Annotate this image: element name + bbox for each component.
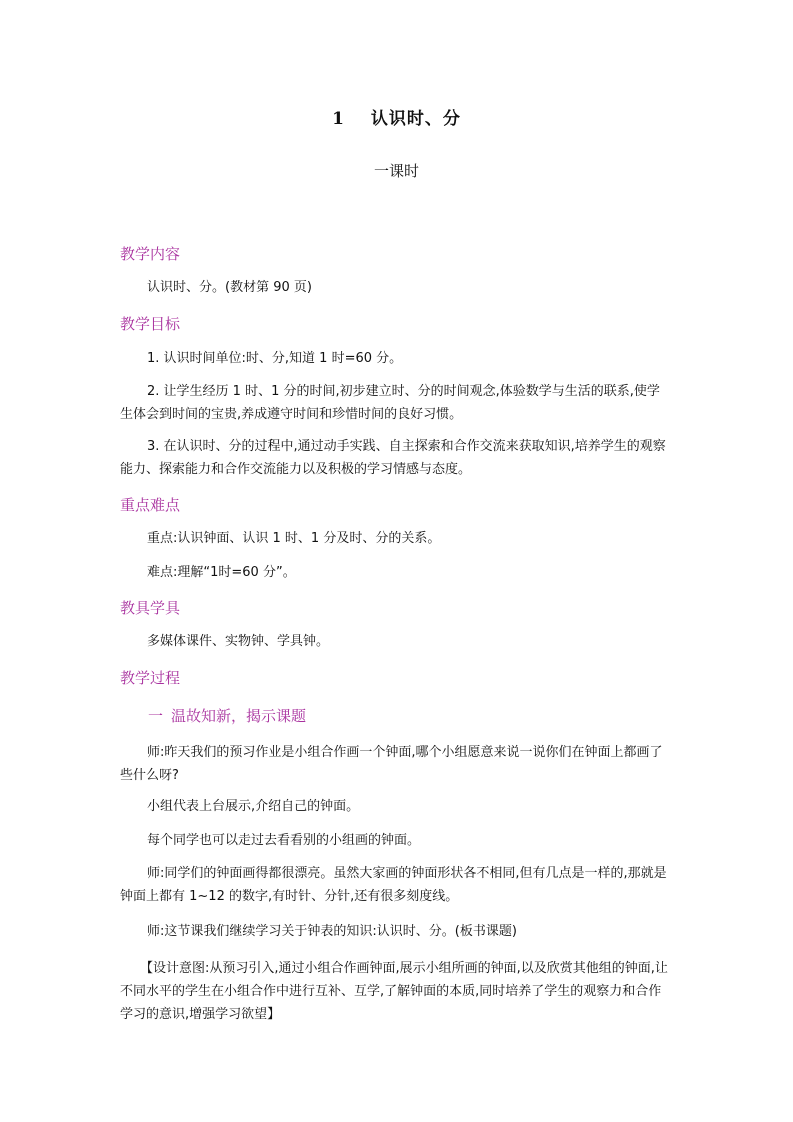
heading-key-points: 重点难点 — [120, 496, 181, 514]
process-paragraph: 每个同学也可以走过去看看别的小组画的钟面。 — [147, 833, 421, 848]
teaching-tools-text: 多媒体课件、实物钟、学具钟。 — [147, 634, 330, 649]
process-paragraph: 小组代表上台展示,介绍自己的钟面。 — [147, 799, 360, 814]
process-step-heading — [148, 705, 306, 726]
heading-teaching-tools: 教具学具 — [120, 599, 181, 617]
goal-item-3: 3. 在认识时、分的过程中,通过动手实践、自主探索和合作交流来获取知识,培养学生的观察能力、探索能力和合作交流能力以及积极的学习情感与态度。 — [120, 439, 666, 477]
lesson-subtitle: 一课时 — [373, 162, 419, 180]
process-paragraph: 师:同学们的钟面画得都很漂亮。虽然大家画的钟面形状各不相同,但有几点是一样的,那就是钟面上都有 1~12 的数字,有时针、分针,还有很多刻度线。 — [120, 866, 667, 904]
heading-teaching-content: 教学内容 — [120, 245, 181, 263]
goal-item-1: 1. 认识时间单位:时、分,知道 1 时=60 分。 — [147, 351, 403, 366]
heading-teaching-goals: 教学目标 — [120, 315, 181, 333]
teaching-content-text: 认识时、分。(教材第 90 页) — [147, 280, 312, 295]
step-title: 温故知新，揭示课题 — [171, 707, 307, 725]
step-number: 一 — [148, 707, 164, 725]
process-paragraph: 师:这节课我们继续学习关于钟表的知识:认识时、分。(板书课题) — [147, 924, 517, 939]
lesson-number: 1 — [332, 109, 345, 129]
page-title — [0, 104, 793, 129]
lesson-title: 认识时、分 — [370, 109, 461, 129]
difficulty-text: 难点:理解“1时=60 分”。 — [147, 565, 296, 580]
design-note: 【设计意图:从预习引入,通过小组合作画钟面,展示小组所画的钟面,以及欣赏其他组的钟面,让不同水平的学生在小组合作中进行互补、互学,了解钟面的本质,同时培养了学生的观察力和合作学习的意识,增强学习欲望】 — [120, 961, 668, 1022]
heading-teaching-process: 教学过程 — [120, 669, 181, 687]
process-paragraph: 师:昨天我们的预习作业是小组合作画一个钟面,哪个小组愿意来说一说你们在钟面上都画了些什么呀? — [120, 745, 663, 783]
key-point-text: 重点:认识钟面、认识 1 时、1 分及时、分的关系。 — [147, 531, 441, 546]
goal-item-2: 2. 让学生经历 1 时、1 分的时间,初步建立时、分的时间观念,体验数学与生活的联系,使学生体会到时间的宝贵,养成遵守时间和珍惜时间的良好习惯。 — [120, 384, 660, 422]
